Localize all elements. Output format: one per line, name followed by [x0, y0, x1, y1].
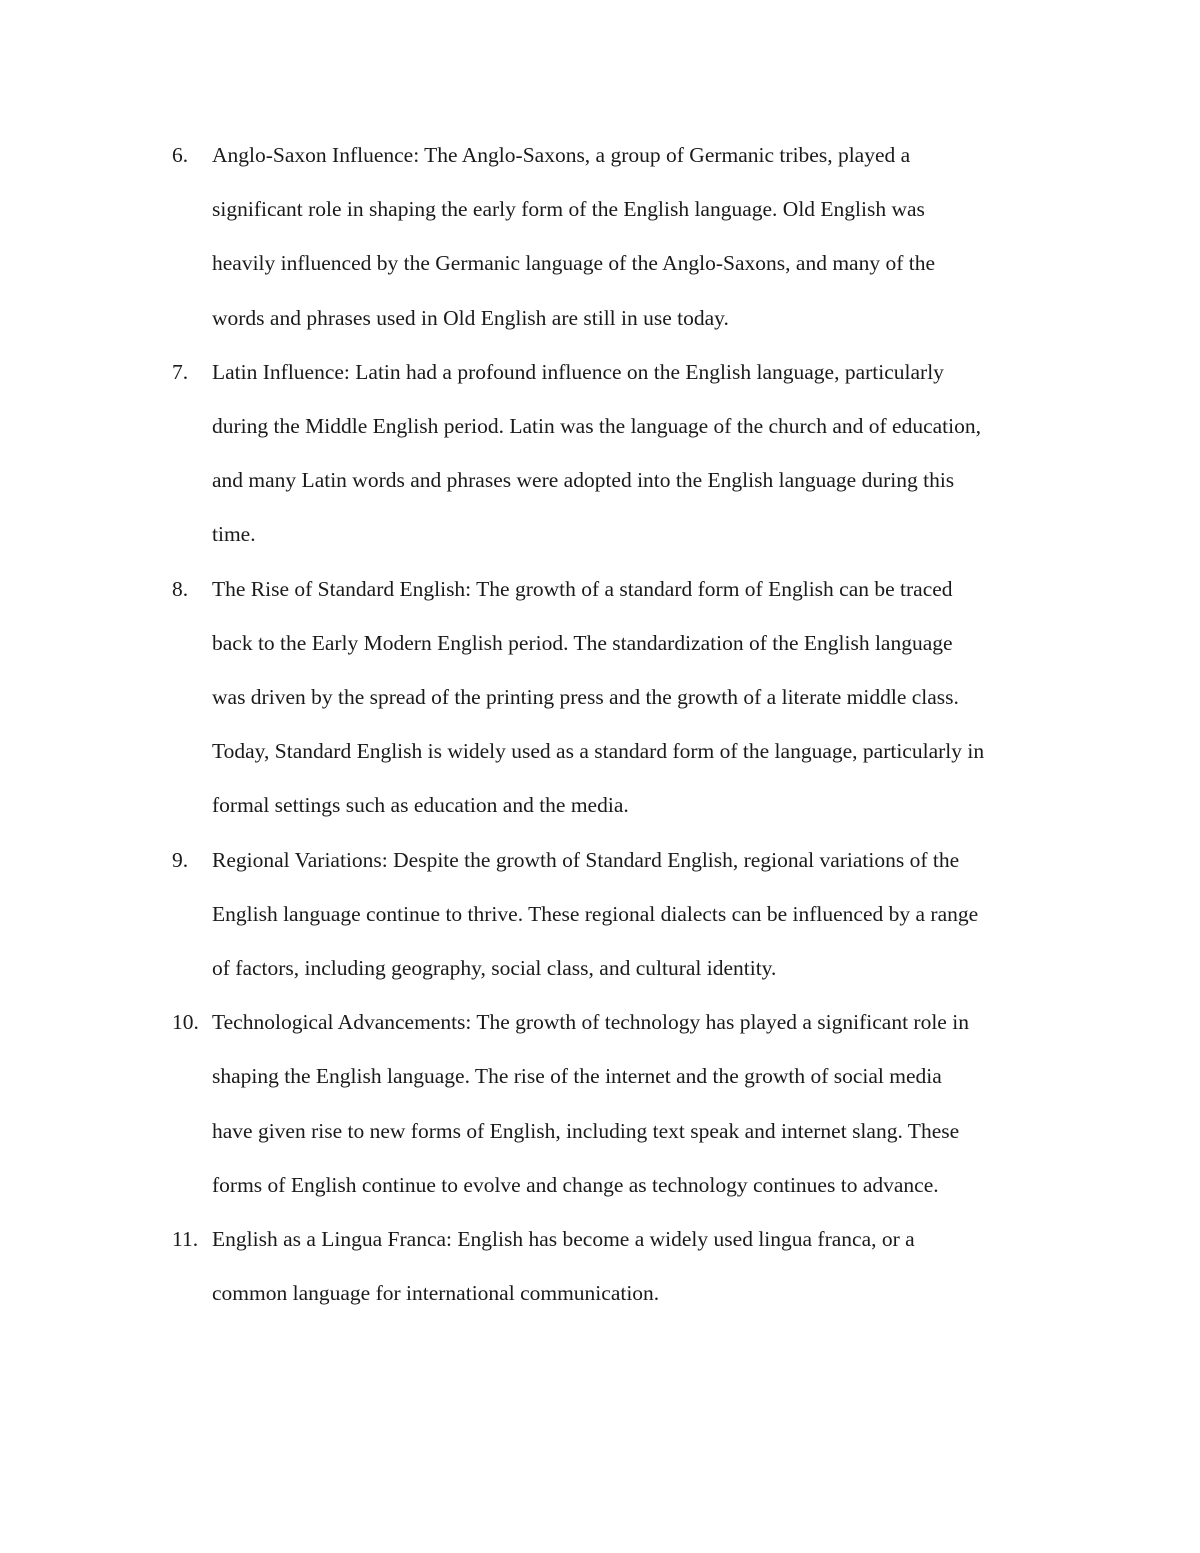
list-number: 6. [172, 143, 189, 167]
list-number: 10. [172, 1010, 199, 1035]
paragraph-line: during the Middle English period. Latin was the language of the church and of education, [212, 414, 982, 439]
paragraph-line: The Rise of Standard English: The growth of a standard form of English can be traced [212, 576, 953, 601]
list-number: 7. [172, 359, 189, 384]
list-item-8 [172, 562, 1072, 833]
paragraph-line: common language for international communication. [212, 1281, 660, 1306]
numbered-list [172, 128, 1072, 1320]
paragraph-line: Regional Variations: Despite the growth of Standard English, regional variations of the [212, 847, 960, 872]
paragraph-line: and many Latin words and phrases were adopted into the English language during this [212, 468, 955, 493]
paragraph-line: Today, Standard English is widely used as a standard form of the language, particularly in [212, 739, 985, 764]
paragraph-line: formal settings such as education and the media. [212, 793, 629, 818]
paragraph-line: have given rise to new forms of English, including text speak and internet slang. These [212, 1118, 960, 1143]
list-item-6 [172, 128, 1072, 345]
list-number: 11. [172, 1227, 199, 1252]
list-item-7 [172, 345, 1072, 562]
paragraph-line: forms of English continue to evolve and change as technology continues to advance. [212, 1172, 939, 1197]
list-number: 8. [172, 576, 189, 601]
paragraph-line: was driven by the spread of the printing press and the growth of a literate middle class. [212, 685, 959, 710]
paragraph-line: Technological Advancements: The growth of technology has played a significant role in [212, 1010, 969, 1035]
list-item-11 [172, 1212, 1072, 1320]
paragraph-line: heavily influenced by the Germanic language of the Anglo-Saxons, and many of the [212, 251, 936, 276]
paragraph-line: words and phrases used in Old English are still in use today. [212, 305, 729, 330]
paragraph-line: back to the Early Modern English period. The standardization of the English language [212, 630, 953, 655]
list-item-9 [172, 833, 1072, 996]
paragraph-line: English as a Lingua Franca: English has become a widely used lingua franca, or a [212, 1227, 915, 1252]
list-number: 9. [172, 847, 189, 872]
paragraph-line: English language continue to thrive. These regional dialects can be influenced by a range [212, 901, 979, 926]
paragraph-line: significant role in shaping the early form of the English language. Old English was [212, 197, 925, 222]
paragraph-line: Anglo-Saxon Influence: The Anglo-Saxons, a group of Germanic tribes, played a [212, 143, 911, 167]
paragraph-line: of factors, including geography, social class, and cultural identity. [212, 956, 777, 981]
paragraph-line: Latin Influence: Latin had a profound influence on the English language, particularly [212, 359, 944, 384]
paragraph-line: time. [212, 522, 256, 547]
paragraph-line: shaping the English language. The rise of the internet and the growth of social media [212, 1064, 942, 1089]
list-item-10 [172, 995, 1072, 1212]
